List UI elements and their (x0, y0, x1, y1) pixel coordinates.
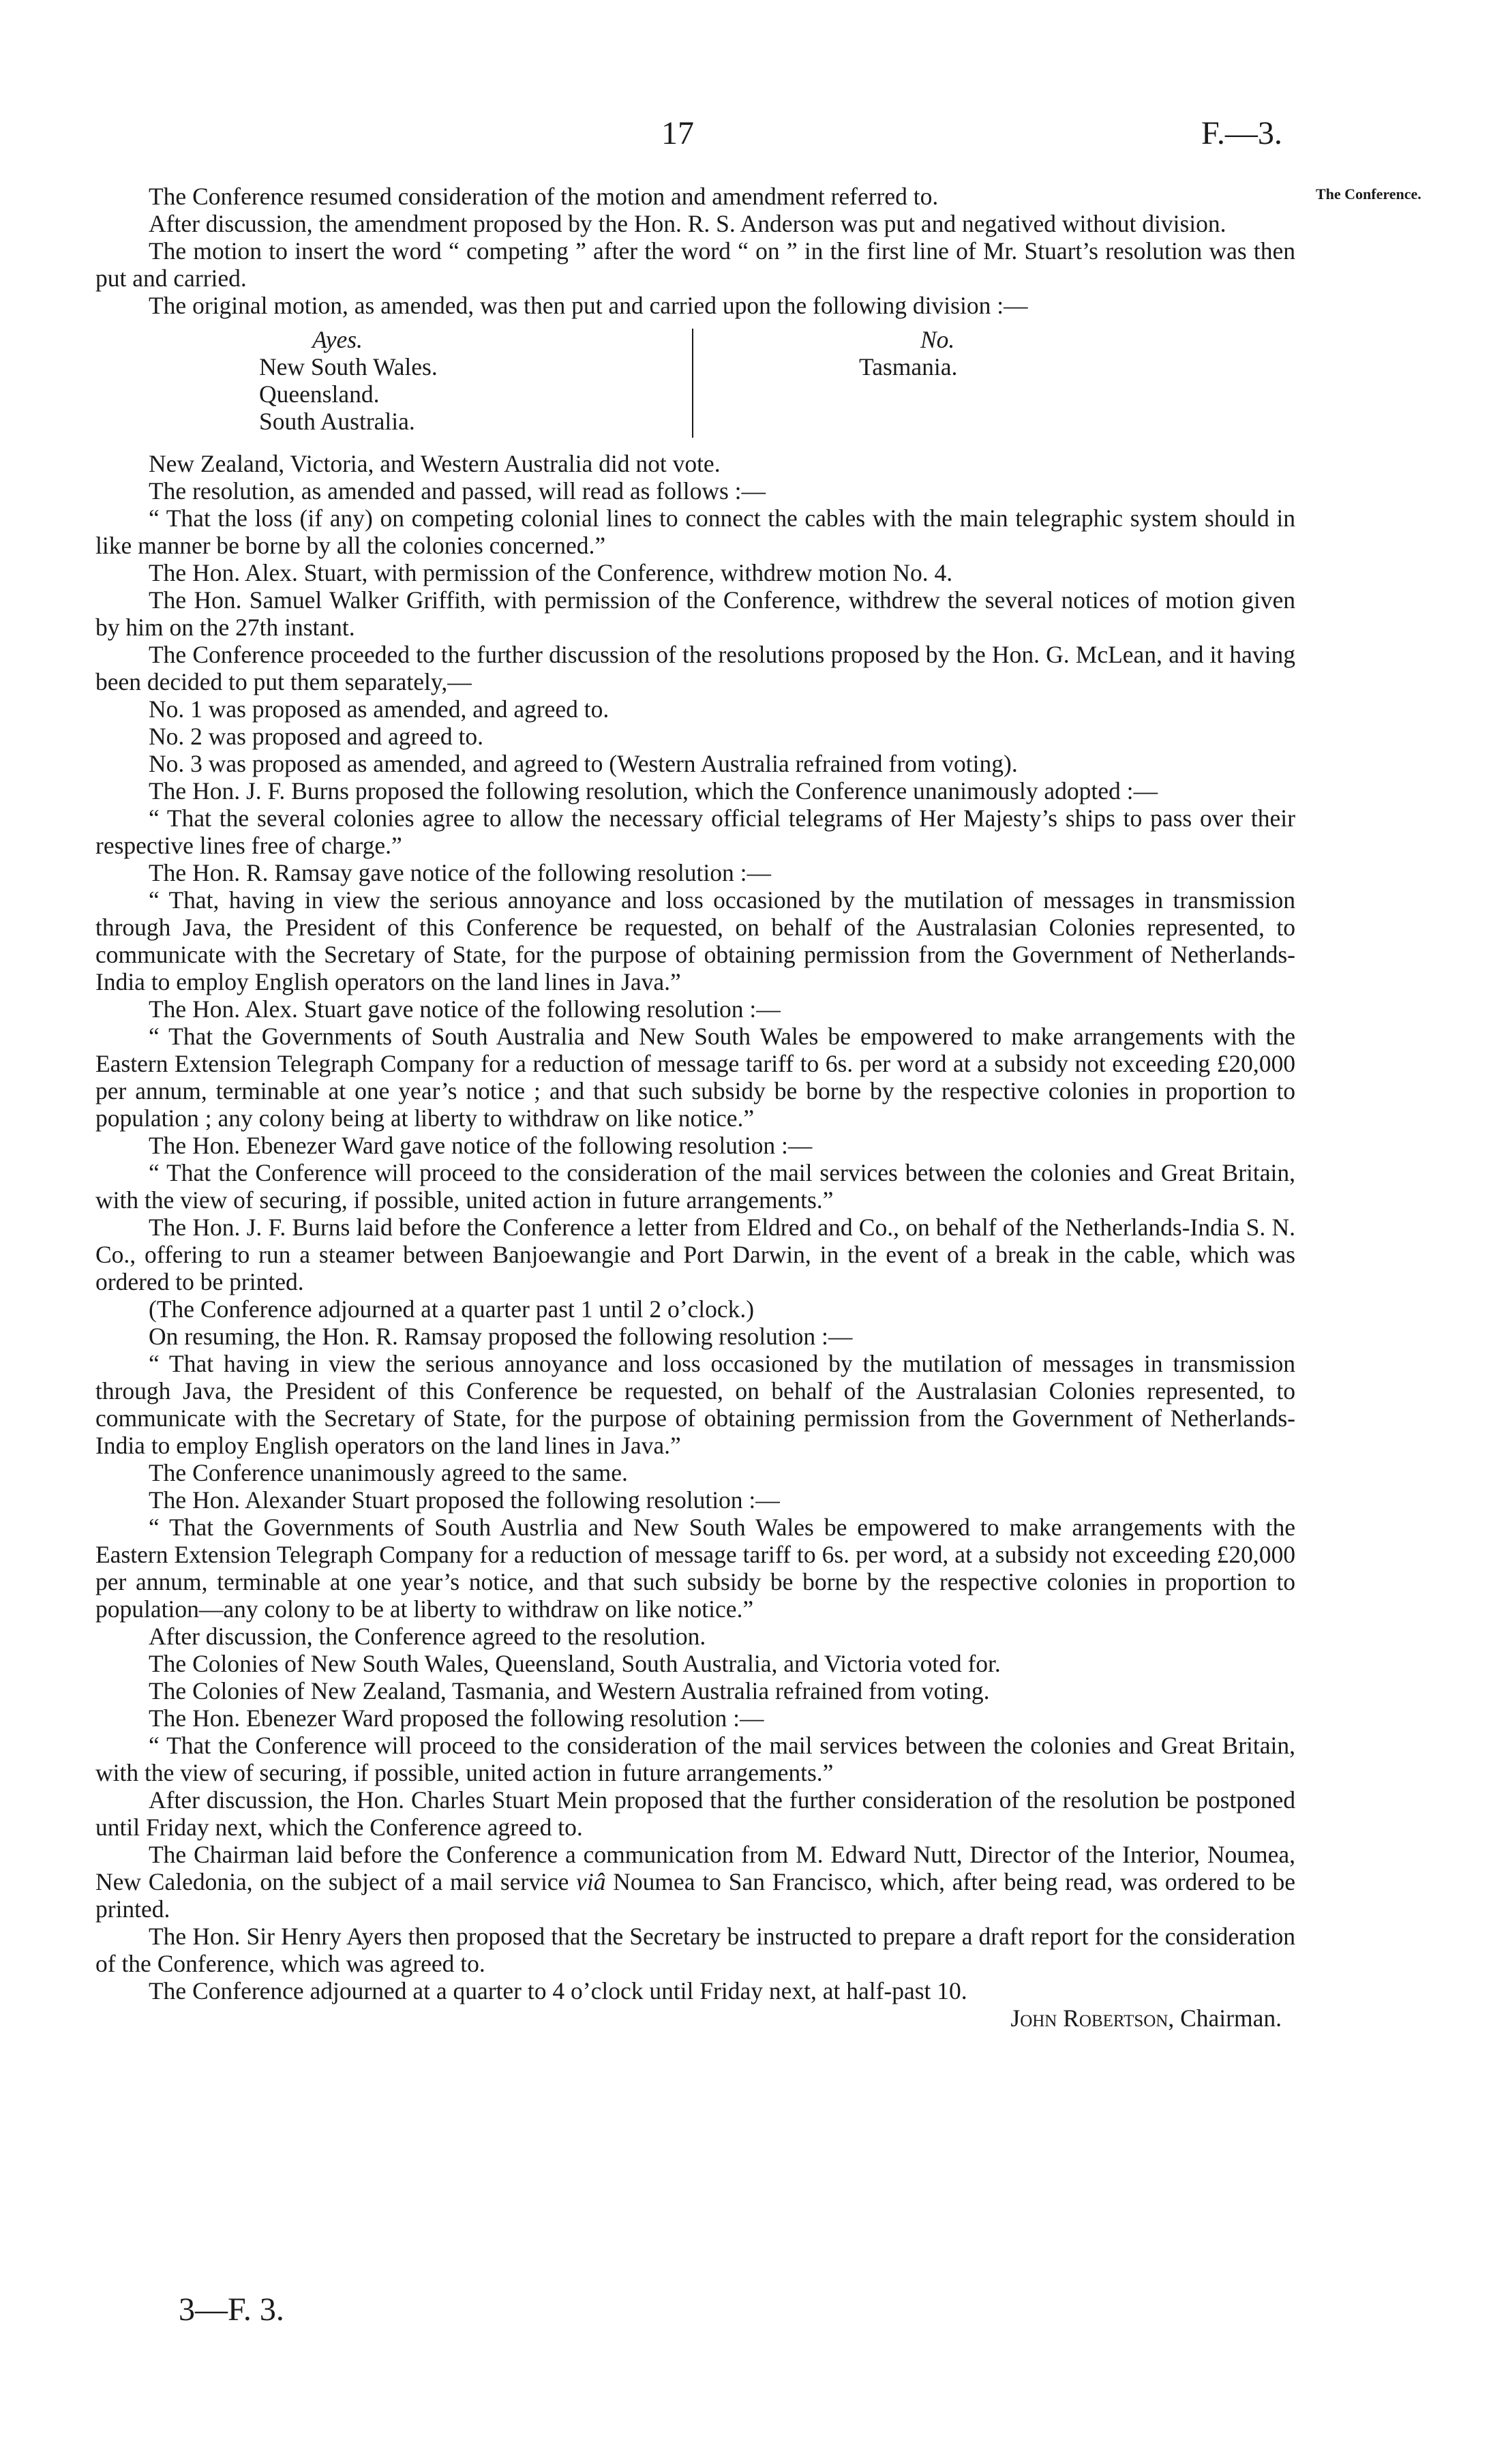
paragraph: On resuming, the Hon. R. Ramsay proposed the following resolution :— (149, 1323, 853, 1350)
paragraph: The Conference proceeded to the further discussion of the resolutions proposed by the Hon. G. McLean, and it having been decided to put them separately,— (95, 641, 1295, 695)
paragraph: New Zealand, Victoria, and Western Australia did not vote. (149, 450, 721, 477)
paragraph: “ That the Conference will proceed to the consideration of the mail services between the colonies and Great Britain, with the view of securing, if possible, united action in future arrangements.” (95, 1732, 1295, 1786)
paragraph: The resolution, as amended and passed, will read as follows :— (149, 477, 766, 505)
paragraph: The Hon. J. F. Burns proposed the following resolution, which the Conference unanimously adopted :— (149, 777, 1158, 805)
paragraph: The Colonies of New South Wales, Queensland, South Australia, and Victoria voted for. (149, 1650, 1001, 1677)
ayes-item: New South Wales. (259, 353, 438, 380)
paragraph: The Hon. J. F. Burns laid before the Conference a letter from Eldred and Co., on behalf of the Netherlands-India S. N. Co., offering to run a steamer between Banjoewangie and Port Darwin, in the event of a break in the cable, which was ordered to be printed. (95, 1214, 1295, 1295)
paragraph: The original motion, as amended, was then put and carried upon the following division :— (149, 292, 1028, 319)
paragraph: The Hon. Alexander Stuart proposed the following resolution :— (149, 1486, 780, 1514)
paragraph: No. 1 was proposed as amended, and agreed to. (149, 695, 609, 723)
paragraph: After discussion, the amendment proposed by the Hon. R. S. Anderson was put and negatived without division. (149, 210, 1226, 237)
paragraph: “ That the several colonies agree to allow the necessary official telegrams of Her Majesty’s ships to pass over their respective lines free of charge.” (95, 805, 1295, 859)
paragraph: After discussion, the Hon. Charles Stuart Mein proposed that the further consideration of the resolution be postponed until Friday next, which the Conference agreed to. (95, 1786, 1295, 1841)
paragraph: “ That the loss (if any) on competing colonial lines to connect the cables with the main telegraphic system should in like manner be borne by all the colonies concerned.” (95, 505, 1295, 559)
noes-heading: No. (920, 326, 955, 353)
paragraph: The Conference unanimously agreed to the same. (149, 1459, 628, 1486)
noes-column (859, 326, 1064, 380)
margin-note: The Conference. (1316, 185, 1421, 202)
paragraph: The Conference adjourned at a quarter to 4 o’clock until Friday next, at half-past 10. (149, 1977, 967, 2004)
paragraph: The motion to insert the word “ competing ” after the word “ on ” in the first line of Mr. Stuart’s resolution was then put and carried. (95, 237, 1295, 292)
paragraph-text: Noumea to San Francisco, which, after being read, was ordered to be printed. (95, 1868, 1295, 1923)
paragraph: The Hon. Sir Henry Ayers then proposed that the Secretary be instructed to prepare a draft report for the consideration of the Conference, which was agreed to. (95, 1923, 1295, 1977)
paragraph: The Hon. Alex. Stuart, with permission of the Conference, withdrew motion No. 4. (149, 559, 953, 586)
paragraph-text: The Chairman laid before the Conference a communication from M. Edward Nutt, Director of the Interior, Noumea, New Caledonia, on the subject of a mail service (95, 1841, 1295, 1895)
ayes-item: Queensland. (259, 380, 380, 408)
chairman-name: John Robertson (1010, 2004, 1169, 2032)
page-number: 17 (661, 115, 694, 151)
paragraph: No. 2 was proposed and agreed to. (149, 723, 483, 750)
signature (95, 2004, 1295, 2032)
paragraph: The Hon. Samuel Walker Griffith, with permission of the Conference, withdrew the several notices of motion given by him on the 27th instant. (95, 586, 1295, 641)
paragraph: The Conference resumed consideration of the motion and amendment referred to. (149, 183, 939, 210)
division-table (95, 326, 1295, 440)
ayes-heading: Ayes. (312, 326, 363, 353)
paragraph: “ That the Governments of South Austrlia and New South Wales be empowered to make arrangements with the Eastern Extension Telegraph Company for a reduction of message tariff to 6s. per word, at a subsidy not exceeding £20,000 per annum, terminable at one year’s notice, and that such subsidy be borne by the respective colonies in proportion to population—any colony to be at liberty to withdraw on like notice.” (95, 1514, 1295, 1623)
paragraph: “ That, having in view the serious annoyance and loss occasioned by the mutilation of messages in transmission through Java, the President of this Conference be requested, on behalf of the Australasian Colonies represented, to communicate with the Secretary of State, for the purpose of obtaining permission from the Government of Netherlands-India to employ English operators on the land lines in Java.” (95, 886, 1295, 995)
document-code: F.—3. (1201, 115, 1282, 151)
document-body (95, 183, 1295, 2032)
paragraph: “ That the Governments of South Australia and New South Wales be empowered to make arrangements with the Eastern Extension Telegraph Company for a reduction of message tariff to 6s. per word at a subsidy not exceeding £20,000 per annum, terminable at one year’s notice ; and that such subsidy be borne by the respective colonies in proportion to population ; any colony being at liberty to withdraw on like notice.” (95, 1023, 1295, 1132)
footer-code: 3—F. 3. (179, 2292, 284, 2328)
paragraph: The Hon. Ebenezer Ward gave notice of the following resolution :— (149, 1132, 813, 1159)
chairman-title: , Chairman. (1168, 2004, 1282, 2032)
paragraph: “ That the Conference will proceed to the consideration of the mail services between the colonies and Great Britain, with the view of securing, if possible, united action in future arrangements.” (95, 1159, 1295, 1214)
paragraph: The Hon. Ebenezer Ward proposed the following resolution :— (149, 1704, 764, 1732)
paragraph: After discussion, the Conference agreed to the resolution. (149, 1623, 706, 1650)
paragraph: “ That having in view the serious annoyance and loss occasioned by the mutilation of messages in transmission through Java, the President of this Conference be requested, on behalf of the Australasian Colonies represented, to communicate with the Secretary of State, for the purpose of obtaining permission from the Government of Netherlands-India to employ English operators on the land lines in Java.” (95, 1350, 1295, 1459)
paragraph-italic-text: viâ (576, 1868, 606, 1895)
paragraph: (The Conference adjourned at a quarter past 1 until 2 o’clock.) (149, 1295, 755, 1323)
paragraph: The Hon. R. Ramsay gave notice of the following resolution :— (149, 859, 771, 886)
paragraph: No. 3 was proposed as amended, and agreed to (Western Australia refrained from voting). (149, 750, 1018, 777)
ayes-item: South Australia. (259, 408, 415, 435)
paragraph: The Colonies of New Zealand, Tasmania, and Western Australia refrained from voting. (149, 1677, 990, 1704)
noes-item: Tasmania. (859, 353, 958, 380)
column-divider (692, 329, 693, 438)
ayes-column (259, 326, 614, 435)
paragraph (95, 1841, 1295, 1923)
paragraph: The Hon. Alex. Stuart gave notice of the following resolution :— (149, 995, 781, 1023)
proceedings (95, 450, 1295, 2004)
